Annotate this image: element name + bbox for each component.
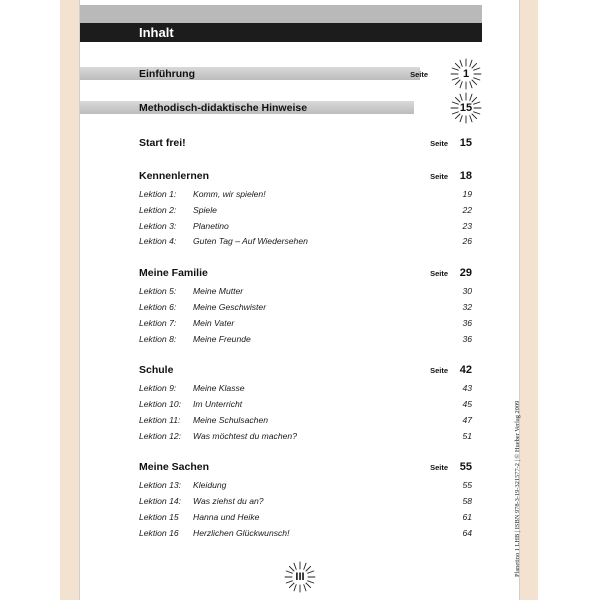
section-page-number: 15 xyxy=(459,102,473,114)
lesson-title: Im Unterricht xyxy=(193,399,243,409)
toc-lesson[interactable] xyxy=(139,526,472,540)
lesson-title: Meine Schulsachen xyxy=(193,415,269,425)
lesson-page-number: 64 xyxy=(462,528,472,538)
lesson-title: Planetino xyxy=(193,221,229,231)
lesson-title: Guten Tag – Auf Wiedersehen xyxy=(193,236,308,246)
lesson-title: Meine Geschwister xyxy=(193,302,267,312)
toc-lesson[interactable] xyxy=(139,413,472,427)
page-number-burst-icon xyxy=(449,57,483,91)
section-page-number: 29 xyxy=(459,267,472,279)
seite-label: Seite xyxy=(430,172,448,181)
lesson-page-number: 19 xyxy=(462,189,472,199)
lesson-title: Mein Vater xyxy=(193,318,235,328)
lesson-label: Lektion 4: xyxy=(139,236,177,246)
lesson-label: Lektion 3: xyxy=(139,221,177,231)
lesson-title: Meine Mutter xyxy=(193,286,244,296)
lesson-page-number: 30 xyxy=(462,286,472,296)
lesson-label: Lektion 15 xyxy=(139,512,179,522)
lesson-page-number: 55 xyxy=(462,480,472,490)
lesson-title: Meine Freunde xyxy=(193,334,251,344)
section-label: Meine Sachen xyxy=(139,461,210,473)
lesson-label: Lektion 12: xyxy=(139,431,182,441)
lesson-label: Lektion 8: xyxy=(139,334,177,344)
section-label: Methodisch-didaktische Hinweise xyxy=(139,102,308,114)
toc-section-hinweise[interactable] xyxy=(139,100,472,116)
lesson-label: Lektion 6: xyxy=(139,302,177,312)
section-label: Start frei! xyxy=(139,137,186,149)
lesson-title: Was möchtest du machen? xyxy=(193,431,297,441)
toc-lesson[interactable] xyxy=(139,381,472,395)
toc-lesson[interactable] xyxy=(139,478,472,492)
lesson-title: Herzlichen Glückwunsch! xyxy=(193,528,290,538)
toc-lesson[interactable] xyxy=(139,494,472,508)
toc-lesson[interactable] xyxy=(139,219,472,233)
lesson-label: Lektion 10: xyxy=(139,399,182,409)
section-page-number: 18 xyxy=(459,170,472,182)
lesson-label: Lektion 11: xyxy=(139,415,181,425)
lesson-label: Lektion 5: xyxy=(139,286,177,296)
lesson-title: Hanna und Heike xyxy=(193,512,260,522)
lesson-page-number: 32 xyxy=(462,302,472,312)
title-top-band xyxy=(80,5,482,23)
lesson-label: Lektion 14: xyxy=(139,496,182,506)
lesson-label: Lektion 7: xyxy=(139,318,177,328)
seite-label: Seite xyxy=(430,139,448,148)
side-imprint: Planetino 1 LHB | ISBN 978-3-19-321577-2 | © Hueber Verlag 2009 xyxy=(514,400,521,577)
toc-section-einfuehrung[interactable] xyxy=(139,66,472,82)
toc-lesson[interactable] xyxy=(139,510,472,524)
toc-section-schule[interactable] xyxy=(139,362,472,378)
toc-section-meine-familie[interactable] xyxy=(139,265,472,281)
toc-lesson[interactable] xyxy=(139,429,472,443)
toc-lesson[interactable] xyxy=(139,203,472,217)
toc-lesson[interactable] xyxy=(139,332,472,346)
folio-burst-icon xyxy=(283,560,317,594)
seite-label: Seite xyxy=(430,269,448,278)
page-title: Inhalt xyxy=(80,23,482,42)
lesson-page-number: 51 xyxy=(462,431,472,441)
toc-lesson[interactable] xyxy=(139,284,472,298)
seite-label: Seite xyxy=(430,366,448,375)
section-page-number: 42 xyxy=(459,364,472,376)
toc-lesson[interactable] xyxy=(139,300,472,314)
lesson-title: Komm, wir spielen! xyxy=(193,189,266,199)
lesson-title: Spiele xyxy=(193,205,217,215)
seite-label: Seite xyxy=(430,463,448,472)
lesson-title: Meine Klasse xyxy=(193,383,245,393)
toc-lesson[interactable] xyxy=(139,234,472,248)
lesson-page-number: 47 xyxy=(462,415,472,425)
toc-section-kennenlernen[interactable] xyxy=(139,168,472,184)
seite-label: Seite xyxy=(410,70,428,79)
lesson-label: Lektion 16 xyxy=(139,528,179,538)
section-label: Kennenlernen xyxy=(139,170,210,182)
lesson-page-number: 36 xyxy=(462,334,472,344)
section-page-number: 15 xyxy=(459,137,472,149)
lesson-page-number: 61 xyxy=(462,512,472,522)
toc-lesson[interactable] xyxy=(139,316,472,330)
lesson-title: Was ziehst du an? xyxy=(193,496,264,506)
lesson-page-number: 26 xyxy=(462,236,472,246)
section-page-number: 55 xyxy=(459,461,472,473)
lesson-page-number: 43 xyxy=(462,383,472,393)
toc-lesson[interactable] xyxy=(139,397,472,411)
lesson-page-number: 36 xyxy=(462,318,472,328)
lesson-page-number: 23 xyxy=(462,221,472,231)
toc-section-start-frei[interactable] xyxy=(139,135,472,151)
lesson-page-number: 45 xyxy=(462,399,472,409)
lesson-page-number: 58 xyxy=(462,496,472,506)
toc-lesson[interactable] xyxy=(139,187,472,201)
lesson-title: Kleidung xyxy=(193,480,227,490)
page-number-burst-icon xyxy=(449,91,483,125)
section-label: Einführung xyxy=(139,68,195,80)
lesson-page-number: 22 xyxy=(462,205,472,215)
lesson-label: Lektion 9: xyxy=(139,383,177,393)
section-page-number: 1 xyxy=(462,68,470,80)
section-label: Meine Familie xyxy=(139,267,208,279)
folio-page-number: III xyxy=(295,571,305,583)
section-label: Schule xyxy=(139,364,174,376)
lesson-label: Lektion 2: xyxy=(139,205,177,215)
lesson-label: Lektion 1: xyxy=(139,189,177,199)
lesson-label: Lektion 13: xyxy=(139,480,182,490)
toc-section-meine-sachen[interactable] xyxy=(139,459,472,475)
